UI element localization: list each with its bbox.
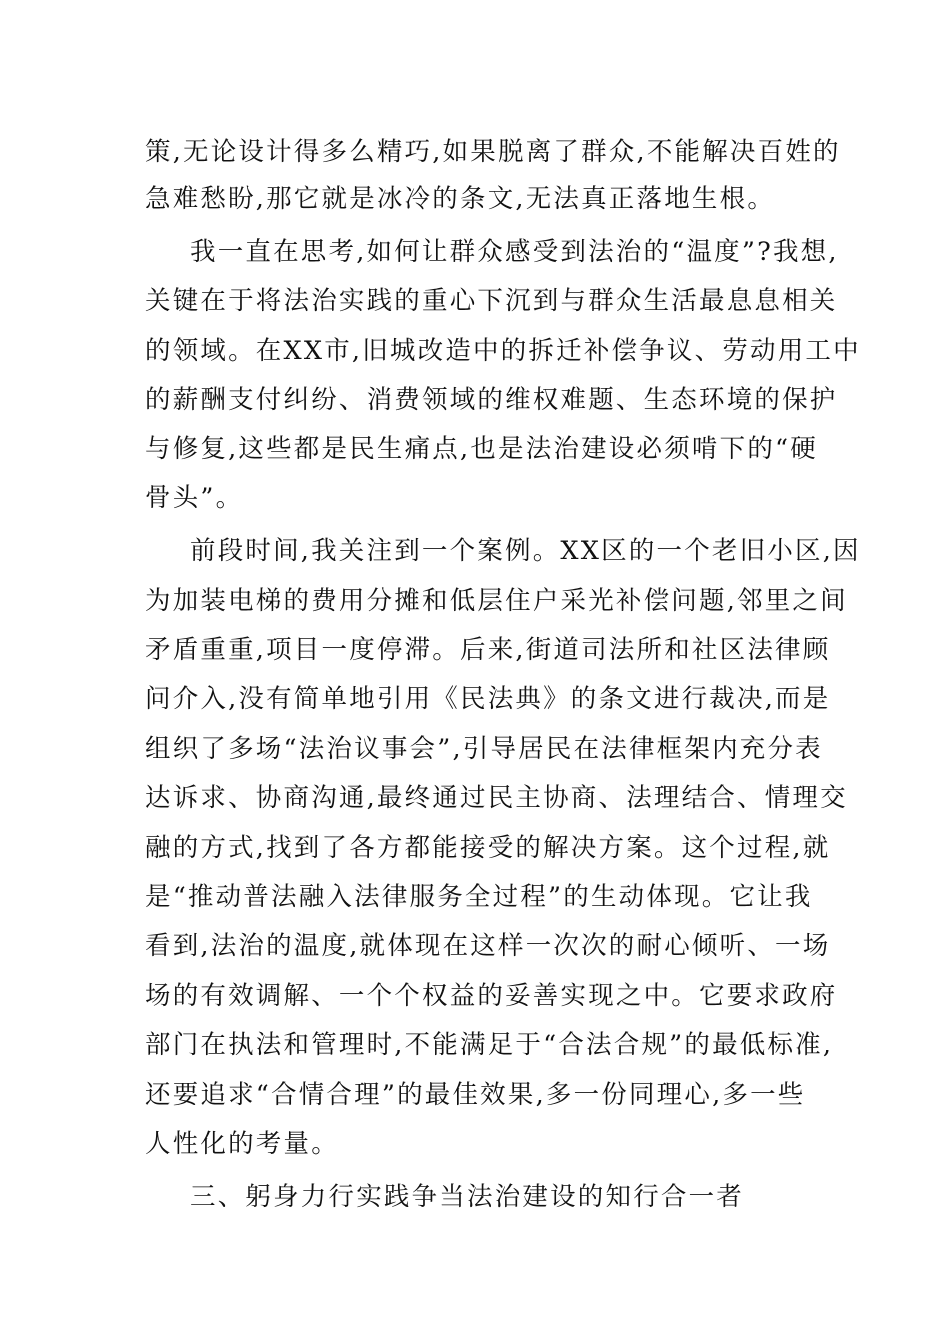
text-line: 矛盾重重,项目一度停滞。后来,街道司法所和社区法律顾 — [145, 635, 831, 665]
text-line: 与修复,这些都是民生痛点,也是法治建设必须啃下的“硬 — [145, 434, 818, 464]
section-heading: 三、躬身力行实践争当法治建设的知行合一者 — [190, 1182, 745, 1212]
text-line: 看到,法治的温度,就体现在这样一次次的耐心倾听、一场 — [145, 931, 831, 961]
text-line: 场的有效调解、一个个权益的妥善实现之中。它要求政府 — [145, 981, 838, 1011]
text-line: 是“推动普法融入法律服务全过程”的生动体现。它让我 — [145, 882, 813, 912]
text-line: 急难愁盼,那它就是冰冷的条文,无法真正落地生根。 — [145, 184, 776, 214]
text-line: 问介入,没有简单地引用《民法典》的条文进行裁决,而是 — [145, 684, 831, 714]
text-line: 部门在执法和管理时,不能满足于“合法合规”的最低标准, — [145, 1030, 834, 1060]
text-line: 骨头”。 — [145, 483, 244, 513]
text-line: 达诉求、协商沟通,最终通过民主协商、法理结合、情理交 — [145, 783, 848, 813]
text-line: 策,无论设计得多么精巧,如果脱离了群众,不能解决百姓的 — [145, 137, 841, 167]
paragraph-first-line: 我一直在思考,如何让群众感受到法治的“温度”?我想, — [190, 237, 839, 267]
text-line: 的领域。在XX市,旧城改造中的拆迁补偿争议、劳动用工中 — [145, 336, 861, 366]
text-line: 组织了多场“法治议事会”,引导居民在法律框架内充分表 — [145, 734, 823, 764]
text-line: 还要追求“合情合理”的最佳效果,多一份同理心,多一些 — [145, 1080, 806, 1110]
text-line: 融的方式,找到了各方都能接受的解决方案。这个过程,就 — [145, 833, 831, 863]
paragraph-first-line: 前段时间,我关注到一个案例。XX区的一个老旧小区,因 — [190, 536, 861, 566]
text-line: 人性化的考量。 — [145, 1129, 339, 1159]
text-line: 的薪酬支付纠纷、消费领域的维权难题、生态环境的保护 — [145, 385, 838, 415]
text-line: 关键在于将法治实践的重心下沉到与群众生活最息息相关 — [145, 286, 838, 316]
text-line: 为加装电梯的费用分摊和低层住户采光补偿问题,邻里之间 — [145, 586, 848, 616]
